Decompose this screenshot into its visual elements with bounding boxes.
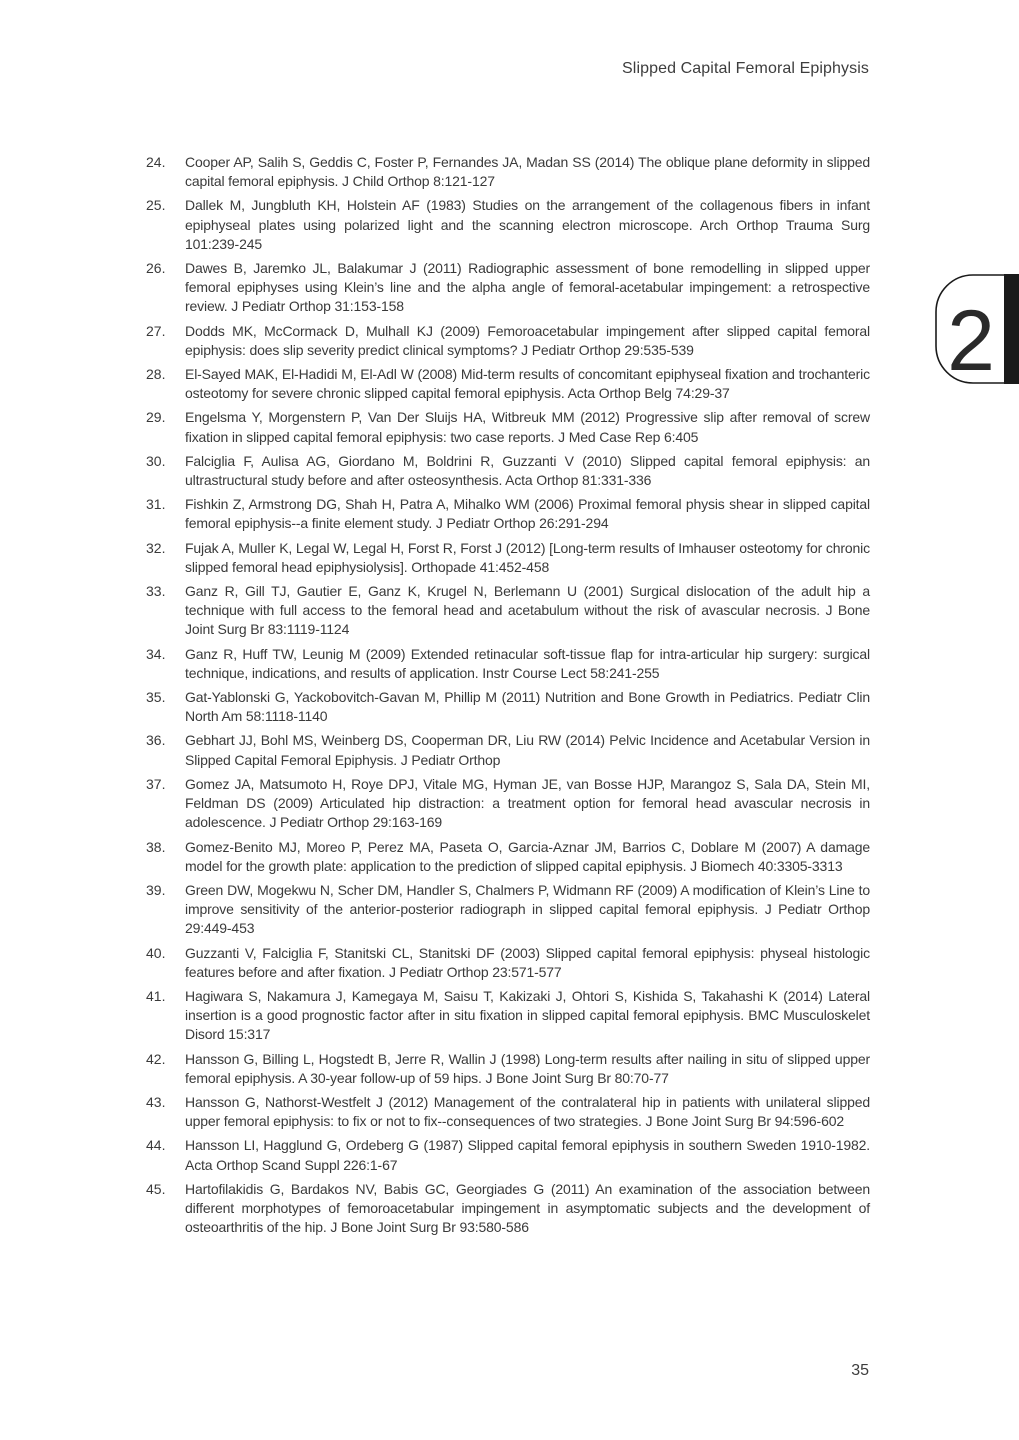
- reference-number: 24.: [146, 154, 166, 170]
- reference-text: Hartofilakidis G, Bardakos NV, Babis GC, Georgiades G (2011) An examination of the association between different morphotypes of femoroacetabular impingement in asymptomatic subjects and the development of osteoarthritis of the hip. J Bone Joint Surg Br 93:580-586: [185, 1180, 870, 1236]
- reference-number: 37.: [146, 775, 166, 792]
- reference-text: Engelsma Y, Morgenstern P, Van Der Sluijs HA, Witbreuk MM (2012) Progressive slip after removal of screw fixation in slipped capital femoral epiphysis: two case reports. J Med Case Rep 6:405: [185, 409, 870, 445]
- reference-number: 30.: [146, 452, 166, 469]
- reference-item: [146, 452, 870, 490]
- reference-item: [146, 838, 870, 876]
- reference-number: 42.: [146, 1050, 166, 1067]
- reference-number: 25.: [146, 197, 166, 214]
- reference-number: 31.: [146, 496, 166, 513]
- reference-item: [146, 881, 870, 939]
- reference-number: 45.: [146, 1180, 166, 1197]
- reference-text: Hansson G, Billing L, Hogstedt B, Jerre R, Wallin J (1998) Long-term results after nailing in situ of slipped upper femoral epiphysis. A 30-year follow-up of 59 hips. J Bone Joint Surg Br 80:70-77: [185, 1050, 870, 1086]
- reference-item: [146, 1136, 870, 1174]
- reference-number: 28.: [146, 366, 166, 383]
- reference-item: [146, 259, 870, 317]
- reference-item: [146, 1180, 870, 1238]
- reference-item: [146, 495, 870, 533]
- reference-text: Falciglia F, Aulisa AG, Giordano M, Boldrini R, Guzzanti V (2010) Slipped capital femoral epiphysis: an ultrastructural study before and after osteosynthesis. Acta Orthop 81:331-336: [185, 452, 870, 489]
- running-title: Slipped Capital Femoral Epiphysis: [622, 60, 869, 77]
- reference-text: Fujak A, Muller K, Legal W, Legal H, Forst R, Forst J (2012) [Long-term results of Imhauser osteotomy for chronic slipped femoral head epiphysiolysis]. Orthopade 41:452-458: [185, 539, 870, 575]
- page-number: 35: [851, 1362, 869, 1379]
- reference-number: 34.: [146, 645, 166, 662]
- reference-text: Gat-Yablonski G, Yackobovitch-Gavan M, Phillip M (2011) Nutrition and Bone Growth in Pediatrics. Pediatr Clin North Am 58:1118-1140: [185, 689, 870, 725]
- reference-text: Dawes B, Jaremko JL, Balakumar J (2011) Radiographic assessment of bone remodelling in slipped upper femoral epiphyses using Klein’s line and the alpha angle of femoral-acetabular impingement: a retrospective review. J Pediatr Orthop 31:153-158: [185, 260, 870, 315]
- reference-text: Fishkin Z, Armstrong DG, Shah H, Patra A, Mihalko WM (2006) Proximal femoral physis shear in slipped capital femoral epiphysis--a finite element study. J Pediatr Orthop 26:291-294: [185, 496, 870, 532]
- reference-item: [146, 153, 870, 191]
- reference-text: Guzzanti V, Falciglia F, Stanitski CL, Stanitski DF (2003) Slipped capital femoral epiphysis: physeal histologic features before and after fixation. J Pediatr Orthop 23:571-577: [185, 944, 870, 980]
- reference-number: 40.: [146, 944, 166, 961]
- reference-number: 41.: [146, 987, 166, 1004]
- reference-text: Gebhart JJ, Bohl MS, Weinberg DS, Cooperman DR, Liu RW (2014) Pelvic Incidence and Acetabular Version in Slipped Capital Femoral Epiphysis. J Pediatr Orthop: [185, 732, 870, 768]
- reference-item: [146, 582, 870, 640]
- reference-number: 35.: [146, 689, 166, 706]
- reference-text: Dallek M, Jungbluth KH, Holstein AF (1983) Studies on the arrangement of the collagenous fibers in infant epiphyseal plates using polarized light and the scanning electron microscope. Arch Orthop Trauma Surg 101:239-245: [185, 197, 870, 252]
- reference-item: [146, 944, 870, 982]
- reference-number: 29.: [146, 409, 166, 426]
- reference-number: 26.: [146, 260, 166, 277]
- reference-text: Hagiwara S, Nakamura J, Kamegaya M, Saisu T, Kakizaki J, Ohtori S, Kishida S, Takahashi K (2014) Lateral insertion is a good prognostic factor after in situ fixation in slipped capital femoral epiphysis. BMC Musculoskelet Disord 15:317: [185, 987, 870, 1043]
- reference-text: El-Sayed MAK, El-Hadidi M, El-Adl W (2008) Mid-term results of concomitant epiphyseal fixation and trochanteric osteotomy for severe chronic slipped capital femoral epiphysis. Acta Orthop Belg 74:29-37: [185, 366, 870, 402]
- reference-text: Green DW, Mogekwu N, Scher DM, Handler S, Chalmers P, Widmann RF (2009) A modification of Klein’s Line to improve sensitivity of the anterior-posterior radiograph in slipped capital femoral epiphysis. J Pediatr Orthop 29:449-453: [185, 881, 870, 937]
- reference-text: Ganz R, Gill TJ, Gautier E, Ganz K, Krugel N, Berlemann U (2001) Surgical dislocation of the adult hip a technique with full access to the femoral head and acetabulum without the risk of avascular necrosis. J Bone Joint Surg Br 83:1119-1124: [185, 583, 870, 638]
- reference-item: [146, 987, 870, 1045]
- reference-number: 44.: [146, 1137, 166, 1154]
- reference-item: [146, 322, 870, 360]
- reference-number: 32.: [146, 539, 166, 556]
- chapter-tab-graphic: [935, 274, 1019, 384]
- reference-item: [146, 688, 870, 726]
- reference-item: [146, 731, 870, 769]
- reference-text: Gomez JA, Matsumoto H, Roye DPJ, Vitale MG, Hyman JE, van Bosse HJP, Marangoz S, Sala DA, Stein MI, Feldman DS (2009) Articulated hip distraction: a treatment option for femoral head avascular necrosis in adolescence. J Pediatr Orthop 29:163-169: [185, 775, 870, 831]
- chapter-tab: [935, 274, 1019, 384]
- reference-item: [146, 775, 870, 833]
- reference-item: [146, 365, 870, 403]
- reference-number: 43.: [146, 1093, 166, 1110]
- reference-item: [146, 539, 870, 577]
- reference-text: Hansson LI, Hagglund G, Ordeberg G (1987) Slipped capital femoral epiphysis in southern Sweden 1910-1982. Acta Orthop Scand Suppl 226:1-67: [185, 1137, 870, 1173]
- reference-text: Hansson G, Nathorst-Westfelt J (2012) Management of the contralateral hip in patients with unilateral slipped upper femoral epiphysis: to fix or not to fix--consequences of two strategies. J Bone Joint Surg Br 94:596-602: [185, 1093, 870, 1130]
- reference-list: [146, 153, 870, 1242]
- reference-item: [146, 645, 870, 683]
- reference-text: Gomez-Benito MJ, Moreo P, Perez MA, Paseta O, Garcia-Aznar JM, Barrios C, Doblare M (2007) A damage model for the growth plate: application to the prediction of slipped capital epiphysis. J Biomech 40:3305-3313: [185, 838, 870, 874]
- reference-number: 27.: [146, 322, 166, 339]
- reference-number: 33.: [146, 583, 166, 600]
- reference-item: [146, 408, 870, 446]
- reference-item: [146, 1093, 870, 1131]
- reference-text: Cooper AP, Salih S, Geddis C, Foster P, Fernandes JA, Madan SS (2014) The oblique plane deformity in slipped capital femoral epiphysis. J Child Orthop 8:121-127: [185, 154, 870, 190]
- reference-number: 36.: [146, 732, 166, 749]
- reference-number: 38.: [146, 838, 166, 855]
- reference-text: Ganz R, Huff TW, Leunig M (2009) Extended retinacular soft-tissue flap for intra-articular hip surgery: surgical technique, indications, and results of application. Instr Course Lect 58:241-255: [185, 645, 870, 681]
- chapter-number: 2: [947, 293, 995, 384]
- reference-text: Dodds MK, McCormack D, Mulhall KJ (2009) Femoroacetabular impingement after slipped capital femoral epiphysis: does slip severity predict clinical symptoms? J Pediatr Orthop 29:535-539: [185, 322, 870, 358]
- reference-item: [146, 196, 870, 254]
- reference-number: 39.: [146, 881, 166, 898]
- reference-item: [146, 1050, 870, 1088]
